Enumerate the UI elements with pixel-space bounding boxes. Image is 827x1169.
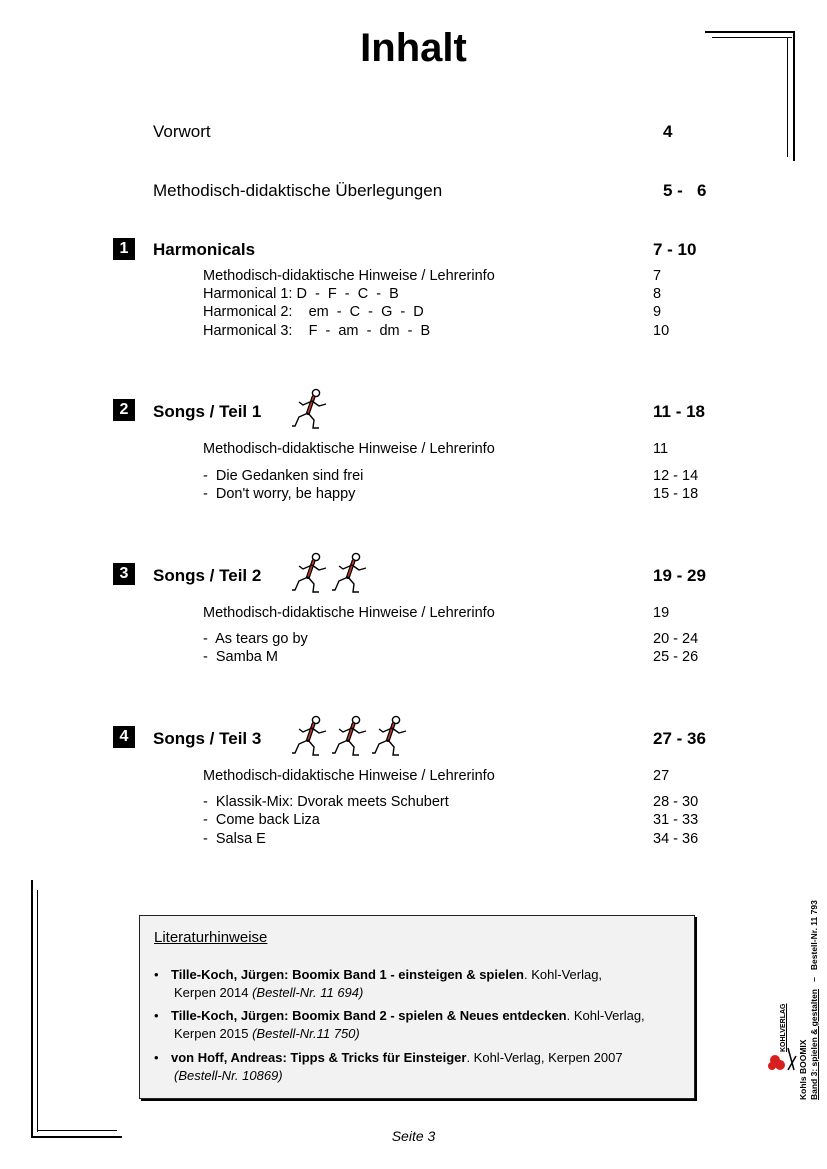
toc-subentry[interactable]: Harmonical 2: em - C - G - D [203, 304, 424, 320]
literature-title: von Hoff, Andreas: Tipps & Tricks für Einsteiger [171, 1050, 467, 1065]
toc-subentry[interactable]: Methodisch-didaktische Hinweise / Lehrerinfo [203, 441, 495, 457]
toc-subpage: 9 [653, 304, 662, 320]
toc-subpage: 20 - 24 [653, 631, 699, 647]
literature-publisher: . Kohl-Verlag, Kerpen 2007 [466, 1050, 623, 1065]
section-pages: 7 - 10 [653, 240, 697, 259]
section-number-badge: 4 [113, 726, 135, 748]
toc-subpage: 8 [653, 286, 662, 302]
toc-subentry[interactable]: - Die Gedanken sind frei [203, 468, 364, 484]
logo-text: KOHLVERLAG [780, 1003, 787, 1052]
runner-icon [290, 715, 328, 757]
toc-subentry[interactable]: - Don't worry, be happy [203, 486, 356, 502]
publisher-logo [766, 1003, 802, 1072]
literature-place: Kerpen 2014 [174, 985, 253, 1000]
toc-subpage: 7 [653, 268, 662, 284]
toc-subpage: 27 [653, 768, 670, 784]
literature-order-number: (Bestell-Nr. 10869) [174, 1068, 283, 1083]
bullet: • [154, 1008, 159, 1023]
toc-subpage: 31 - 33 [653, 812, 699, 828]
literature-entry [154, 1049, 684, 1085]
literature-order-number: (Bestell-Nr.11 750) [252, 1026, 360, 1041]
toc-subpage: 19 [653, 605, 670, 621]
runner-icons [290, 715, 408, 757]
toc-page-ueberlegungen: 5 - 6 [663, 181, 707, 200]
toc-subpage: 25 - 26 [653, 649, 699, 665]
frame-right-line [793, 31, 795, 161]
frame-left-line [31, 880, 33, 1138]
toc-subpage: 11 [653, 441, 669, 457]
toc-subentry[interactable]: Harmonical 1: D - F - C - B [203, 286, 399, 302]
toc-entry-vorwort[interactable]: Vorwort [153, 122, 211, 141]
frame-left-line-inner [37, 890, 38, 1132]
toc-subpage: 15 - 18 [653, 486, 699, 502]
literature-place: Kerpen 2015 [174, 1026, 253, 1041]
kohl-logo-icon [766, 1008, 802, 1072]
runner-icon [330, 715, 368, 757]
section-title[interactable]: Songs / Teil 3 [153, 729, 262, 748]
section-title[interactable]: Harmonicals [153, 240, 256, 259]
literature-order-number: (Bestell-Nr. 11 694) [252, 985, 364, 1000]
frame-top-line [705, 31, 795, 33]
literature-entry [154, 966, 684, 1002]
side-order-number: – Bestell-Nr. 11 793 [809, 900, 819, 989]
runner-icons [290, 388, 328, 430]
toc-subentry[interactable]: - As tears go by [203, 631, 308, 647]
runner-icon [330, 552, 368, 594]
runner-icon [290, 552, 328, 594]
section-pages: 27 - 36 [653, 729, 706, 748]
runner-icon [370, 715, 408, 757]
toc-subpage: 34 - 36 [653, 831, 699, 847]
toc-subpage: 10 [653, 323, 670, 339]
runner-icon [290, 388, 328, 430]
toc-page-vorwort: 4 [663, 122, 673, 141]
runner-icons [290, 552, 368, 594]
toc-subentry[interactable]: - Come back Liza [203, 812, 320, 828]
section-pages: 11 - 18 [653, 402, 705, 421]
toc-subentry[interactable]: - Samba M [203, 649, 278, 665]
literature-publisher: . Kohl-Verlag, [524, 967, 603, 982]
section-number-badge: 3 [113, 563, 135, 585]
section-title[interactable]: Songs / Teil 1 [153, 402, 262, 421]
page-number-footer: Seite 3 [391, 1128, 436, 1144]
toc-subentry[interactable]: Harmonical 3: F - am - dm - B [203, 323, 431, 339]
frame-right-line-inner [787, 37, 788, 157]
side-series-name: Kohls BOOMIX [798, 1039, 808, 1100]
literature-entry [154, 1007, 684, 1043]
section-pages: 19 - 29 [653, 566, 706, 585]
page-title: Inhalt [360, 26, 467, 70]
literature-title: Tille-Koch, Jürgen: Boomix Band 2 - spielen & Neues entdecken [171, 1008, 567, 1023]
toc-subentry[interactable]: - Salsa E [203, 831, 266, 847]
section-title[interactable]: Songs / Teil 2 [153, 566, 262, 585]
side-band-title: Band 3: spielen & gestalten [809, 989, 819, 1100]
literature-title: Tille-Koch, Jürgen: Boomix Band 1 - einsteigen & spielen [171, 967, 524, 982]
toc-entry-ueberlegungen[interactable]: Methodisch-didaktische Überlegungen [153, 181, 443, 200]
toc-subentry[interactable]: - Klassik-Mix: Dvorak meets Schubert [203, 794, 449, 810]
toc-subpage: 12 - 14 [653, 468, 699, 484]
literature-heading: Literaturhinweise [154, 929, 268, 946]
frame-top-line-inner [712, 37, 792, 38]
bullet: • [154, 1050, 159, 1065]
toc-subentry[interactable]: Methodisch-didaktische Hinweise / Lehrerinfo [203, 768, 495, 784]
literature-publisher: . Kohl-Verlag, [566, 1008, 645, 1023]
section-number-badge: 1 [113, 238, 135, 260]
toc-subentry[interactable]: Methodisch-didaktische Hinweise / Lehrerinfo [203, 268, 495, 284]
toc-subpage: 28 - 30 [653, 794, 699, 810]
bullet: • [154, 967, 159, 982]
toc-subentry[interactable]: Methodisch-didaktische Hinweise / Lehrerinfo [203, 605, 495, 621]
section-number-badge: 2 [113, 399, 135, 421]
